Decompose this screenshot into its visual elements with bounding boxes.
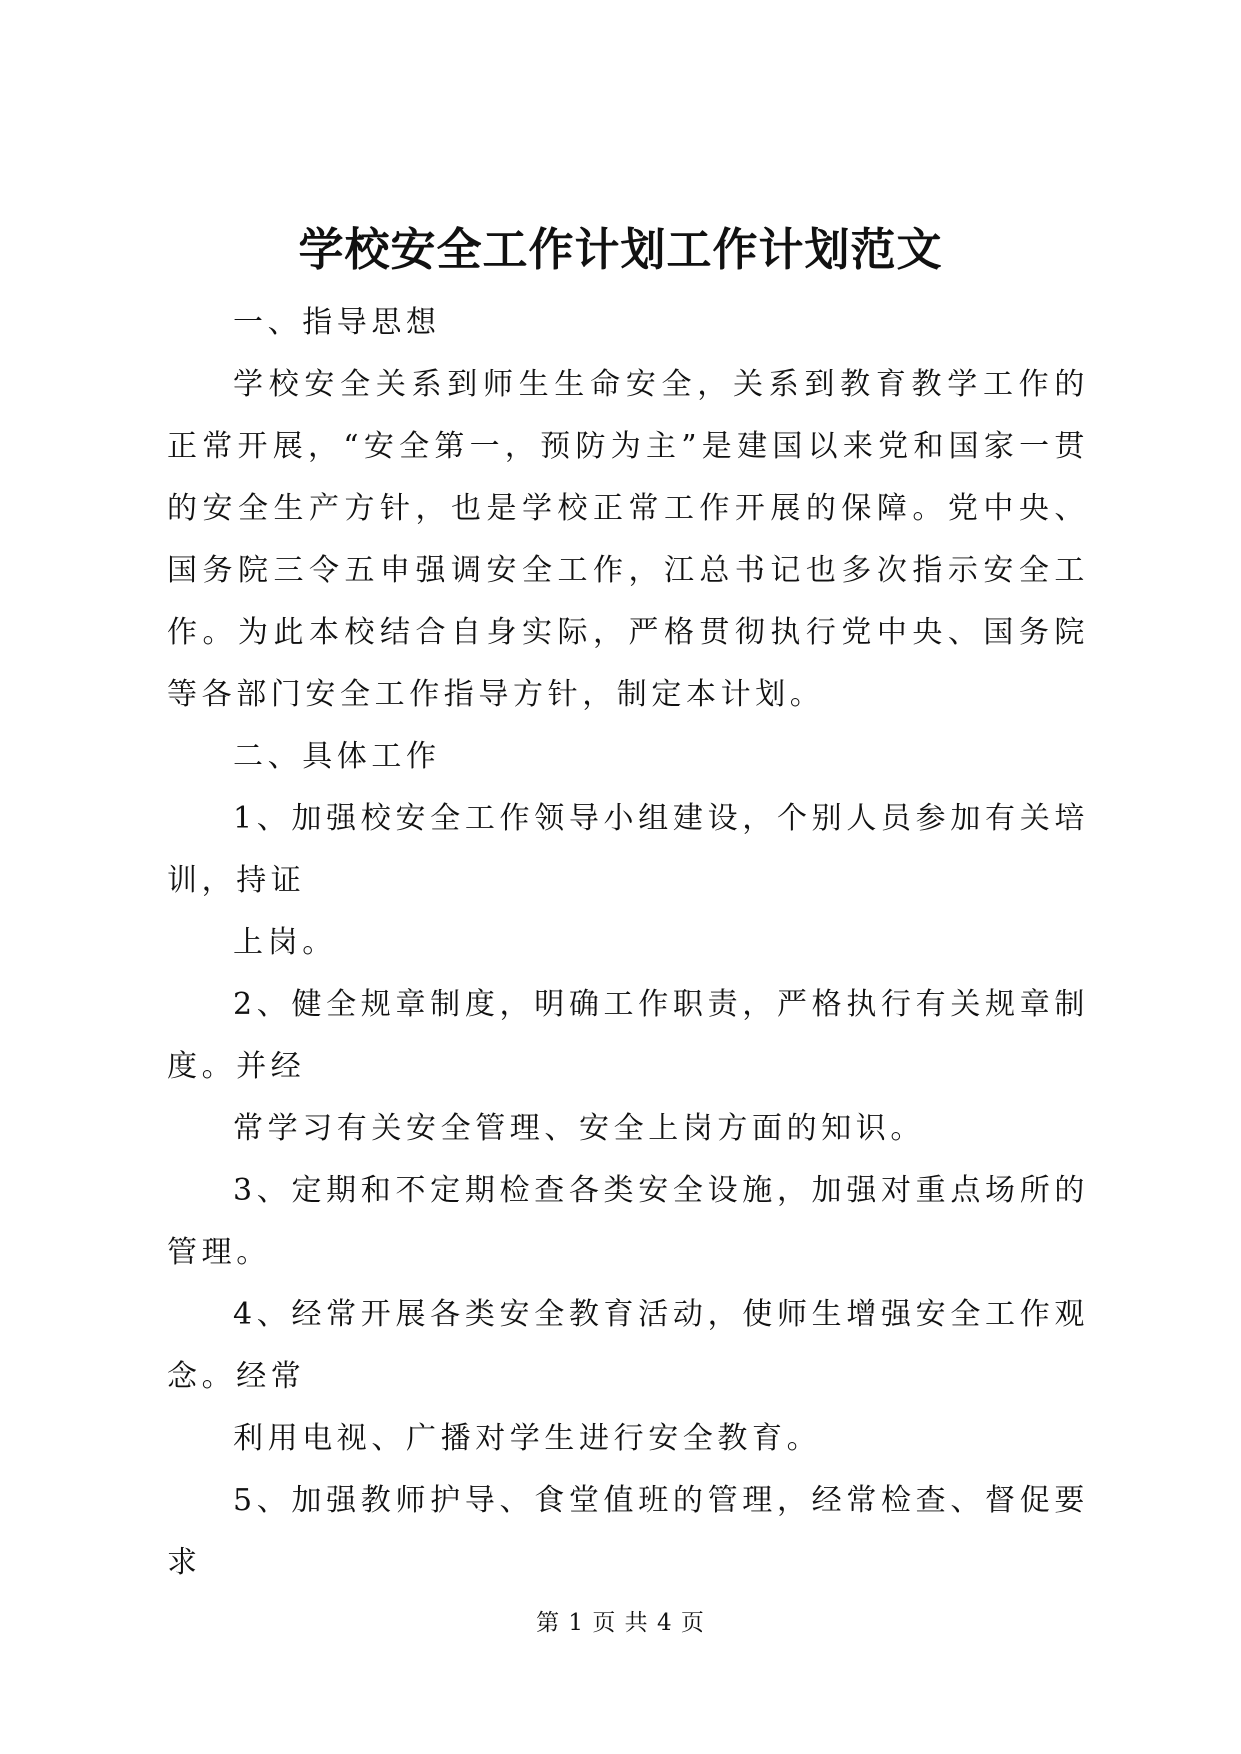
work-item-5: 5、加强教师护导、食堂值班的管理，经常检查、督促要求	[167, 1483, 1089, 1580]
work-item-4-continuation: 利用电视、广播对学生进行安全教育。	[233, 1421, 822, 1456]
document-title: 学校安全工作计划工作计划范文	[298, 223, 943, 276]
work-item-1: 1、加强校安全工作领导小组建设，个别人员参加有关培训，持证	[167, 801, 1089, 898]
document-body	[167, 292, 1089, 1594]
section-heading-guiding-ideology: 一、指导思想	[233, 305, 441, 340]
work-item-3: 3、定期和不定期检查各类安全设施，加强对重点场所的管理。	[167, 1173, 1089, 1270]
work-item-2: 2、健全规章制度，明确工作职责，严格执行有关规章制度。并经	[167, 987, 1089, 1084]
work-item-4: 4、经常开展各类安全教育活动，使师生增强安全工作观念。经常	[167, 1297, 1089, 1394]
work-item-1-continuation: 上岗。	[233, 925, 337, 960]
section-heading-specific-work: 二、具体工作	[233, 739, 441, 774]
work-item-2-continuation: 常学习有关安全管理、安全上岗方面的知识。	[233, 1111, 925, 1146]
page-number-footer: 第 1 页 共 4 页	[536, 1610, 705, 1636]
paragraph-guiding-ideology: 学校安全关系到师生生命安全，关系到教育教学工作的正常开展，“安全第一，预防为主”是建国以来党和国家一贯的安全生产方针，也是学校正常工作开展的保障。党中央、国务院三令五申强调安全工作，江总书记也多次指示安全工作。为此本校结合自身实际，严格贯彻执行党中央、国务院等各部门安全工作指导方针，制定本计划。	[167, 367, 1089, 712]
